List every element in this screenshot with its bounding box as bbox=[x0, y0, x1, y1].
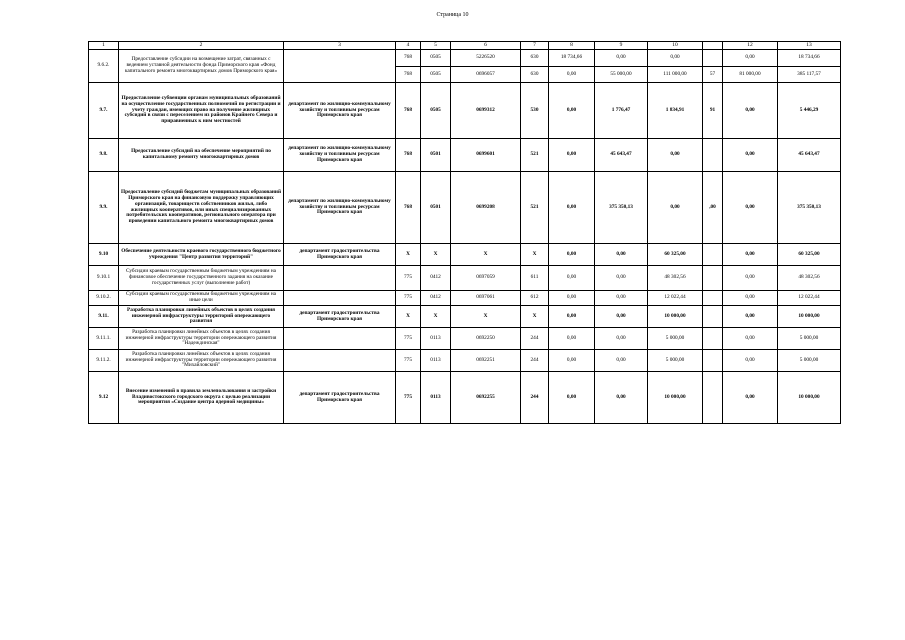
value-col-11 bbox=[703, 266, 723, 291]
value-col-8: 0,00 bbox=[549, 306, 595, 328]
value-col-6: 5226520 bbox=[451, 50, 521, 67]
item-name: Предоставление субсидии на возмещение затрат, связанных с ведением уставной деятельности фонда Приморского края «Фонд капитального ремонта многоквартирных домов Приморского края» bbox=[119, 50, 284, 83]
value-col-8: 0,00 bbox=[549, 328, 595, 350]
value-col-5: X bbox=[421, 244, 451, 266]
column-number-9: 9 bbox=[595, 42, 648, 50]
value-col-6: 0697059 bbox=[451, 266, 521, 291]
value-col-10: 12 022,44 bbox=[648, 291, 703, 306]
value-col-5: 0113 bbox=[421, 350, 451, 372]
value-col-8: 0,00 bbox=[549, 172, 595, 244]
value-col-6: 0697061 bbox=[451, 291, 521, 306]
value-col-12: 0,00 bbox=[723, 306, 778, 328]
value-col-9: 0,00 bbox=[595, 266, 648, 291]
item-name: Предоставление субвенции органам муниципальных образований на осуществление государственных полномочий по регистрации и учету граждан, имеющих право на получение жилищных субсидий в связи с переселением из районов Крайнего Севера и приравненных к ним местностей bbox=[119, 83, 284, 139]
table-row bbox=[89, 50, 841, 67]
column-number-11 bbox=[703, 42, 723, 50]
value-col-5: 0501 bbox=[421, 139, 451, 172]
item-name: Разработка планировки линейных объектов в целях создания инженерной инфраструктуры территорий опережающего развития bbox=[119, 306, 284, 328]
value-col-10: 48 302,56 bbox=[648, 266, 703, 291]
value-col-9: 55 000,00 bbox=[595, 67, 648, 83]
value-col-11 bbox=[703, 328, 723, 350]
value-col-12: 0,00 bbox=[723, 328, 778, 350]
value-col-9: 0,00 bbox=[595, 291, 648, 306]
value-col-10: 111 000,00 bbox=[648, 67, 703, 83]
column-number-6: 6 bbox=[451, 42, 521, 50]
item-name: Субсидии краевым государственным бюджетным учреждениям на иные цели bbox=[119, 291, 284, 306]
value-col-10: 1 834,91 bbox=[648, 83, 703, 139]
value-col-11: ,00 bbox=[703, 172, 723, 244]
department: департамент по жилищно-коммунальному хозяйству и топливным ресурсам Приморского края bbox=[284, 139, 396, 172]
value-col-8: 0,00 bbox=[549, 350, 595, 372]
value-col-6: 0699601 bbox=[451, 139, 521, 172]
column-number-10: 10 bbox=[648, 42, 703, 50]
value-col-6: 0699208 bbox=[451, 172, 521, 244]
column-number-5: 5 bbox=[421, 42, 451, 50]
value-col-7: X bbox=[521, 244, 549, 266]
value-col-8: 0,00 bbox=[549, 372, 595, 424]
value-col-8: 0,00 bbox=[549, 139, 595, 172]
value-col-5: 0412 bbox=[421, 291, 451, 306]
table-row bbox=[89, 139, 841, 172]
value-col-4: 775 bbox=[396, 372, 421, 424]
table-row bbox=[89, 266, 841, 291]
value-col-5: 0505 bbox=[421, 83, 451, 139]
value-col-7: 521 bbox=[521, 172, 549, 244]
value-col-7: 630 bbox=[521, 50, 549, 67]
department: департамент по жилищно-коммунальному хозяйству и топливным ресурсам Приморского края bbox=[284, 83, 396, 139]
value-col-12: 0,00 bbox=[723, 50, 778, 67]
row-number: 9.8. bbox=[89, 139, 119, 172]
value-col-13: 10 000,00 bbox=[778, 372, 841, 424]
value-col-6: 0699312 bbox=[451, 83, 521, 139]
value-col-13: 12 022,44 bbox=[778, 291, 841, 306]
value-col-13: 10 000,00 bbox=[778, 306, 841, 328]
value-col-4: 775 bbox=[396, 266, 421, 291]
column-number-7: 7 bbox=[521, 42, 549, 50]
budget-table bbox=[88, 41, 841, 424]
row-number: 9.9. bbox=[89, 172, 119, 244]
value-col-8: 0,00 bbox=[549, 244, 595, 266]
value-col-11 bbox=[703, 50, 723, 67]
value-col-5: 0412 bbox=[421, 266, 451, 291]
row-number: 9.10 bbox=[89, 244, 119, 266]
value-col-13: 18 734,66 bbox=[778, 50, 841, 67]
value-col-12: 0,00 bbox=[723, 139, 778, 172]
value-col-11: 57 bbox=[703, 67, 723, 83]
row-number: 9.11.2. bbox=[89, 350, 119, 372]
value-col-12: 0,00 bbox=[723, 172, 778, 244]
column-number-12: 12 bbox=[723, 42, 778, 50]
column-number-4: 4 bbox=[396, 42, 421, 50]
value-col-7: 244 bbox=[521, 372, 549, 424]
value-col-4: 775 bbox=[396, 350, 421, 372]
value-col-10: 0,00 bbox=[648, 50, 703, 67]
value-col-5: 0505 bbox=[421, 50, 451, 67]
column-number-row bbox=[89, 42, 841, 50]
value-col-8: 0,00 bbox=[549, 266, 595, 291]
value-col-4: 768 bbox=[396, 50, 421, 67]
value-col-6: X bbox=[451, 306, 521, 328]
column-number-3: 3 bbox=[284, 42, 396, 50]
value-col-7: 612 bbox=[521, 291, 549, 306]
value-col-13: 45 643,47 bbox=[778, 139, 841, 172]
value-col-9: 0,00 bbox=[595, 306, 648, 328]
item-name: Предоставление субсидий бюджетам муниципальных образований Приморского края на финансовую поддержку управляющих организаций, товариществ собственников жилья, либо жилищных кооперативов, или иных специализированных потребительских кооперативов, регионального оператора при проведении капитального ремонта многоквартирных домов bbox=[119, 172, 284, 244]
value-col-9: 0,00 bbox=[595, 244, 648, 266]
value-col-6: 0692250 bbox=[451, 328, 521, 350]
column-number-8: 8 bbox=[549, 42, 595, 50]
value-col-12: 81 000,00 bbox=[723, 67, 778, 83]
value-col-13: 375 350,13 bbox=[778, 172, 841, 244]
value-col-13: 5 446,29 bbox=[778, 83, 841, 139]
value-col-13: 60 325,00 bbox=[778, 244, 841, 266]
value-col-12: 0,00 bbox=[723, 83, 778, 139]
value-col-9: 375 350,13 bbox=[595, 172, 648, 244]
department bbox=[284, 266, 396, 291]
column-number-1: 1 bbox=[89, 42, 119, 50]
value-col-11 bbox=[703, 291, 723, 306]
value-col-11 bbox=[703, 350, 723, 372]
column-number-2: 2 bbox=[119, 42, 284, 50]
value-col-5: 0501 bbox=[421, 172, 451, 244]
row-number: 9.10.2. bbox=[89, 291, 119, 306]
value-col-7: 630 bbox=[521, 67, 549, 83]
value-col-4: 775 bbox=[396, 328, 421, 350]
value-col-5: 0113 bbox=[421, 328, 451, 350]
department: департамент градостроительства Приморского края bbox=[284, 372, 396, 424]
value-col-11 bbox=[703, 306, 723, 328]
value-col-4: 775 bbox=[396, 291, 421, 306]
value-col-10: 5 000,00 bbox=[648, 328, 703, 350]
value-col-13: 5 000,00 bbox=[778, 350, 841, 372]
value-col-6: 0692251 bbox=[451, 350, 521, 372]
value-col-13: 385 117,57 bbox=[778, 67, 841, 83]
column-number-13: 13 bbox=[778, 42, 841, 50]
department: департамент градостроительства Приморского края bbox=[284, 244, 396, 266]
value-col-5: 0505 bbox=[421, 67, 451, 83]
value-col-12: 0,00 bbox=[723, 244, 778, 266]
value-col-12: 0,00 bbox=[723, 266, 778, 291]
value-col-9: 0,00 bbox=[595, 50, 648, 67]
value-col-4: 768 bbox=[396, 172, 421, 244]
value-col-11: 91 bbox=[703, 83, 723, 139]
value-col-8: 0,00 bbox=[549, 291, 595, 306]
value-col-4: X bbox=[396, 306, 421, 328]
row-number: 9.12 bbox=[89, 372, 119, 424]
value-col-9: 45 643,47 bbox=[595, 139, 648, 172]
department bbox=[284, 291, 396, 306]
value-col-7: 521 bbox=[521, 139, 549, 172]
row-number: 9.10.1 bbox=[89, 266, 119, 291]
value-col-13: 5 000,00 bbox=[778, 328, 841, 350]
value-col-5: 0113 bbox=[421, 372, 451, 424]
value-col-6: 0696057 bbox=[451, 67, 521, 83]
value-col-11 bbox=[703, 139, 723, 172]
row-number: 9.11.1. bbox=[89, 328, 119, 350]
value-col-4: X bbox=[396, 244, 421, 266]
value-col-10: 10 000,00 bbox=[648, 306, 703, 328]
row-number: 9.6.2. bbox=[89, 50, 119, 83]
value-col-10: 10 000,00 bbox=[648, 372, 703, 424]
table-row bbox=[89, 306, 841, 328]
value-col-12: 0,00 bbox=[723, 291, 778, 306]
value-col-9: 0,00 bbox=[595, 372, 648, 424]
department: департамент по жилищно-коммунальному хозяйству и топливным ресурсам Приморского края bbox=[284, 172, 396, 244]
table-row bbox=[89, 291, 841, 306]
department bbox=[284, 350, 396, 372]
row-number: 9.11. bbox=[89, 306, 119, 328]
value-col-5: X bbox=[421, 306, 451, 328]
value-col-10: 5 000,00 bbox=[648, 350, 703, 372]
value-col-10: 60 325,00 bbox=[648, 244, 703, 266]
item-name: Предоставление субсидий на обеспечение мероприятий по капитальному ремонту многоквартирных домов bbox=[119, 139, 284, 172]
value-col-8: 0,00 bbox=[549, 83, 595, 139]
value-col-11 bbox=[703, 244, 723, 266]
value-col-9: 0,00 bbox=[595, 350, 648, 372]
value-col-4: 768 bbox=[396, 83, 421, 139]
department: департамент градостроительства Приморского края bbox=[284, 306, 396, 328]
item-name: Разработка планировки линейных объектов в целях создания инженерной инфраструктуры территории опережающего развития "Михайловский" bbox=[119, 350, 284, 372]
item-name: Разработка планировки линейных объектов в целях создания инженерной инфраструктуры территории опережающего развития "Надеждинская" bbox=[119, 328, 284, 350]
value-col-4: 768 bbox=[396, 67, 421, 83]
page-number-title: Страница 10 bbox=[436, 12, 469, 18]
value-col-6: X bbox=[451, 244, 521, 266]
value-col-13: 48 302,56 bbox=[778, 266, 841, 291]
department bbox=[284, 50, 396, 83]
value-col-7: 530 bbox=[521, 83, 549, 139]
value-col-8: 0,00 bbox=[549, 67, 595, 83]
row-number: 9.7. bbox=[89, 83, 119, 139]
value-col-7: 244 bbox=[521, 350, 549, 372]
value-col-7: 244 bbox=[521, 328, 549, 350]
value-col-9: 1 776,47 bbox=[595, 83, 648, 139]
value-col-12: 0,00 bbox=[723, 350, 778, 372]
value-col-6: 0692255 bbox=[451, 372, 521, 424]
value-col-8: 18 734,66 bbox=[549, 50, 595, 67]
table-row bbox=[89, 244, 841, 266]
table-row bbox=[89, 172, 841, 244]
value-col-10: 0,00 bbox=[648, 172, 703, 244]
value-col-4: 768 bbox=[396, 139, 421, 172]
value-col-10: 0,00 bbox=[648, 139, 703, 172]
value-col-11 bbox=[703, 372, 723, 424]
table-row bbox=[89, 372, 841, 424]
table-row bbox=[89, 83, 841, 139]
value-col-7: X bbox=[521, 306, 549, 328]
item-name: Субсидии краевым государственным бюджетным учреждениям на финансовое обеспечение государственного задания на оказание государственных услуг (выполнение работ) bbox=[119, 266, 284, 291]
department bbox=[284, 328, 396, 350]
table-row bbox=[89, 350, 841, 372]
value-col-7: 611 bbox=[521, 266, 549, 291]
table-row bbox=[89, 328, 841, 350]
value-col-9: 0,00 bbox=[595, 328, 648, 350]
item-name: Обеспечение деятельности краевого государственного бюджетного учреждения "Центр развития территорий" bbox=[119, 244, 284, 266]
value-col-12: 0,00 bbox=[723, 372, 778, 424]
item-name: Внесение изменений в правила землепользования и застройки Владивостокского городского округа с целью реализации мероприятия «Создание центра ядерной медицины» bbox=[119, 372, 284, 424]
